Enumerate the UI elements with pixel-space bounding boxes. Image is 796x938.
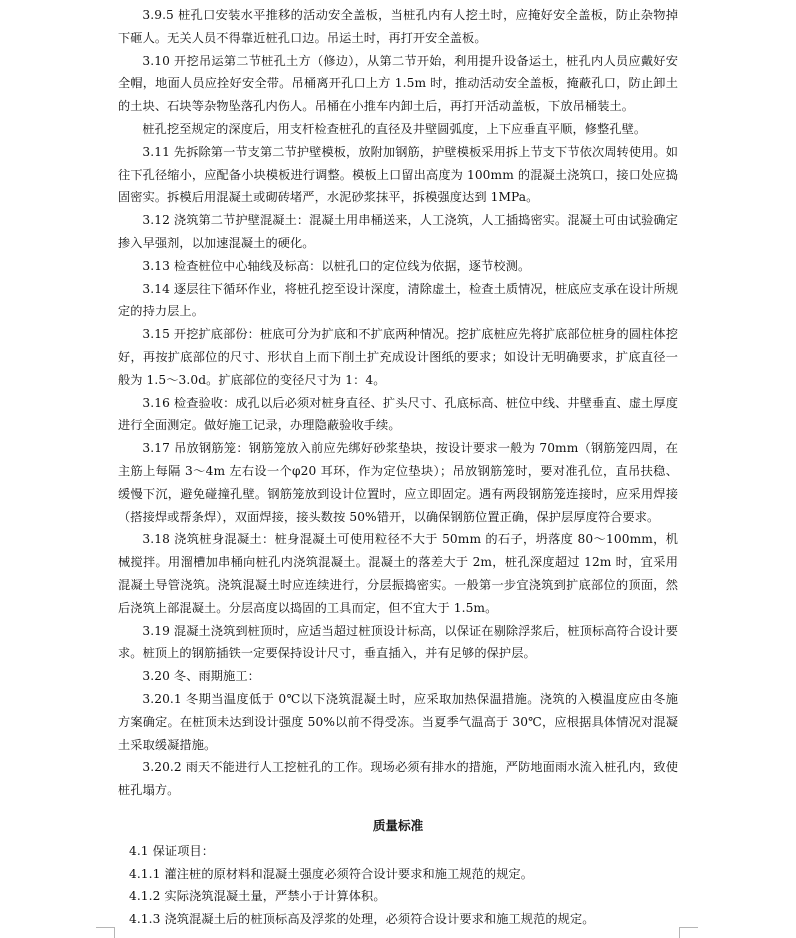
paragraph-3-18: 3.18 浇筑桩身混凝土：桩身混凝土可使用粒径不大于 50mm 的石子，坍落度 80～100mm，机械搅拌。用溜槽加串桶向桩孔内浇筑混凝土。混凝土的落差大于 2m，桩孔深度超过 12m 时，宜采用混凝土导管浇筑。浇筑混凝土时应连续进行，分层振捣密实。一般第一步宜浇筑到扩底部位的顶面，然后浇筑上部混凝土。分层高度以捣固的工具而定，但不宜大于 1.5m。: [118, 532, 678, 615]
paragraph-3-14: 3.14 逐层往下循环作业，将桩孔挖至设计深度，清除虚土，检查土质情况，桩底应支承在设计所规定的持力层上。: [118, 281, 678, 319]
paragraph-3-20: 3.20 冬、雨期施工：: [142, 669, 260, 684]
item-4-1: 4.1 保证项目：: [128, 843, 215, 858]
page-corner-mark-right: [679, 927, 698, 938]
section-heading-quality: 质量标准: [372, 817, 424, 833]
paragraph-3-17: 3.17 吊放钢筋笼：钢筋笼放入前应先绑好砂浆垫块，按设计要求一般为 70mm（钢筋笼四周，在主筋上每隔 3～4m 左右设一个φ20 耳环，作为定位垫块）；吊放钢筋笼时，要对准孔位，直吊扶稳、缓慢下沉，避免碰撞孔壁。钢筋笼放到设计位置时，应立即固定。遇有两段钢筋笼连接时，应采用焊接（搭接焊或帮条焊），双面焊接，接头数按 50%错开，以确保钢筋位置正确，保护层厚度符合要求。: [118, 441, 678, 524]
paragraph-3-20-1: 3.20.1 冬期当温度低于 0℃以下浇筑混凝土时，应采取加热保温措施。浇筑的入模温度应由冬施方案确定。在桩顶未达到设计强度 50%以前不得受冻。当夏季气温高于 30℃，应根据具体情况对混凝土采取缓凝措施。: [118, 691, 678, 752]
paragraph-hole-check: 桩孔挖至规定的深度后，用支杆检查桩孔的直径及井壁圆弧度，上下应垂直平顺，修整孔壁。: [142, 121, 647, 136]
item-4-1-3: 4.1.3 浇筑混凝土后的桩顶标高及浮浆的处理，必须符合设计要求和施工规范的规定。: [128, 912, 595, 927]
paragraph-3-10: 3.10 开挖吊运第二节桩孔土方（修边），从第二节开始，利用提升设备运土，桩孔内人员应戴好安全帽，地面人员应拴好安全带。吊桶离开孔口上方 1.5m 时，推动活动安全盖板，掩蔽孔口，防止卸土的土块、石块等杂物坠落孔内伤人。吊桶在小推车内卸土后，再打开活动盖板，下放吊桶装土。: [118, 53, 678, 114]
paragraph-3-16: 3.16 检查验收：成孔以后必须对桩身直径、扩头尺寸、孔底标高、桩位中线、井壁垂直、虚土厚度进行全面测定。做好施工记录，办理隐蔽验收手续。: [118, 395, 678, 433]
page-corner-mark-left: [96, 927, 115, 938]
paragraph-3-12: 3.12 浇筑第二节护壁混凝土：混凝土用串桶送来，人工浇筑，人工插捣密实。混凝土可由试验确定掺入早强剂，以加速混凝土的硬化。: [118, 213, 678, 250]
paragraph-3-9-5: 3.9.5 桩孔口安装水平推移的活动安全盖板，当桩孔内有人挖土时，应掩好安全盖板，防止杂物掉下砸人。无关人员不得靠近桩孔口边。吊运土时，再打开安全盖板。: [118, 8, 678, 45]
item-4-1-1: 4.1.1 灌注桩的原材料和混凝土强度必须符合设计要求和施工规范的规定。: [128, 866, 534, 881]
paragraph-3-13: 3.13 检查桩位中心轴线及标高：以桩孔口的定位线为依据，逐节校测。: [142, 258, 531, 273]
item-4-1-2: 4.1.2 实际浇筑混凝土量，严禁小于计算体积。: [128, 889, 386, 904]
paragraph-3-20-2: 3.20.2 雨天不能进行人工挖桩孔的工作。现场必须有排水的措施，严防地面雨水流入桩孔内，致使桩孔塌方。: [118, 760, 678, 798]
paragraph-3-15: 3.15 开挖扩底部份：桩底可分为扩底和不扩底两种情况。挖扩底桩应先将扩底部位桩身的圆柱体挖好，再按扩底部位的尺寸、形状自上而下削土扩充成设计图纸的要求；如设计无明确要求，扩底直径一般为 1.5～3.0d。扩底部位的变径尺寸为 1：4。: [118, 327, 678, 387]
paragraph-3-19: 3.19 混凝土浇筑到桩顶时，应适当超过桩顶设计标高，以保证在剔除浮浆后，桩顶标高符合设计要求。桩顶上的钢筋插铁一定要保持设计尺寸，垂直插入，并有足够的保护层。: [118, 623, 678, 661]
paragraph-3-11: 3.11 先拆除第一节支第二节护壁模板，放附加钢筋，护壁模板采用拆上节支下节依次周转使用。如往下孔径缩小，应配备小块模板进行调整。模板上口留出高度为 100mm 的混凝土浇筑口，接口处应捣固密实。拆模后用混凝土或砌砖堵严，水泥砂浆抹平，拆模强度达到 1MPa。: [118, 144, 678, 205]
